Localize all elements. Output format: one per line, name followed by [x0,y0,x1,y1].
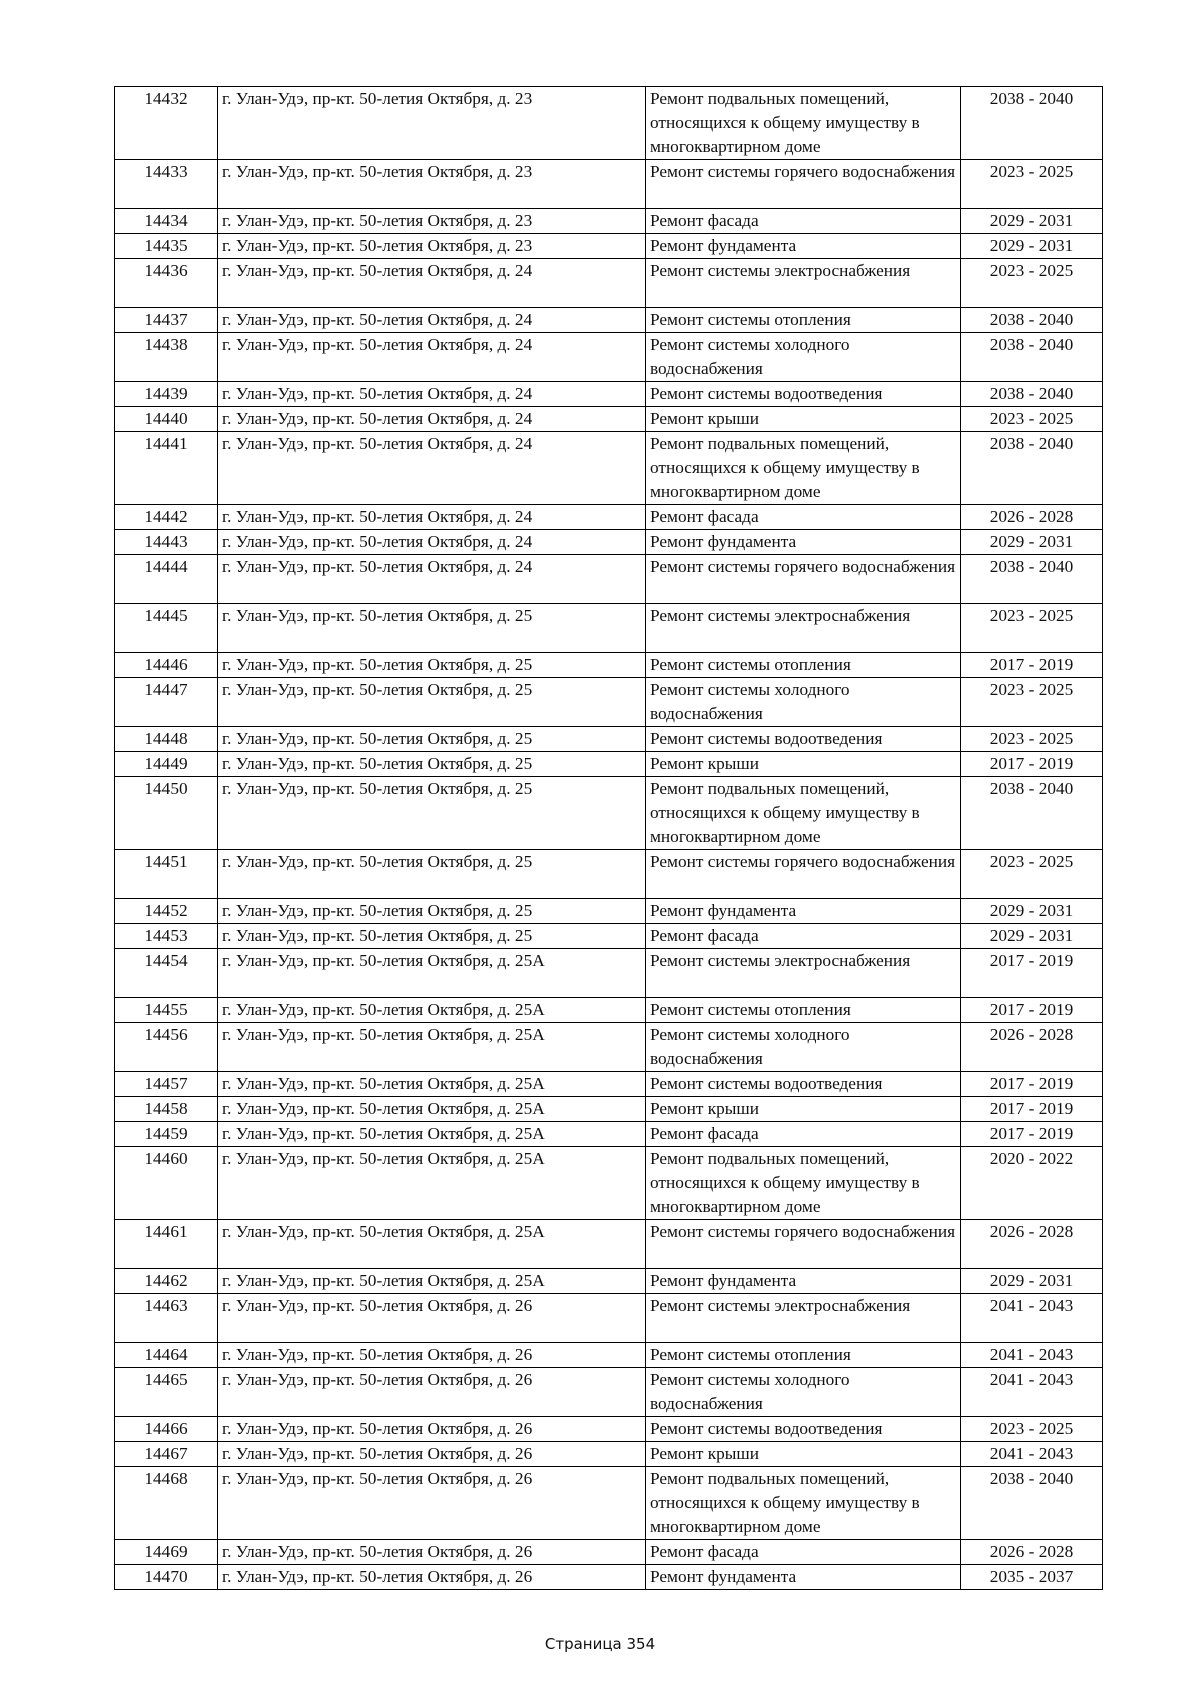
row-number: 14438 [115,333,218,382]
row-number: 14437 [115,308,218,333]
table-row [115,949,1103,998]
table-row [115,160,1103,209]
table-row [115,505,1103,530]
address-cell: г. Улан-Удэ, пр-кт. 50-летия Октября, д. 25 [218,924,646,949]
work-type-cell: Ремонт системы холодного водоснабжения [646,1368,961,1417]
address-cell: г. Улан-Удэ, пр-кт. 50-летия Октября, д. 25А [218,1147,646,1220]
row-number: 14455 [115,998,218,1023]
work-type-cell: Ремонт крыши [646,752,961,777]
row-number: 14440 [115,407,218,432]
row-number: 14458 [115,1097,218,1122]
work-type-cell: Ремонт системы горячего водоснабжения [646,160,961,209]
row-number: 14461 [115,1220,218,1269]
period-cell: 2029 - 2031 [961,1269,1103,1294]
work-type-cell: Ремонт крыши [646,1442,961,1467]
row-number: 14435 [115,234,218,259]
row-number: 14443 [115,530,218,555]
period-cell: 2041 - 2043 [961,1442,1103,1467]
period-cell: 2041 - 2043 [961,1343,1103,1368]
table-row [115,1565,1103,1590]
address-cell: г. Улан-Удэ, пр-кт. 50-летия Октября, д. 24 [218,505,646,530]
work-type-cell: Ремонт фундамента [646,1565,961,1590]
row-number: 14463 [115,1294,218,1343]
row-number: 14467 [115,1442,218,1467]
row-number: 14454 [115,949,218,998]
table-row [115,407,1103,432]
table-row [115,1417,1103,1442]
table-row [115,209,1103,234]
address-cell: г. Улан-Удэ, пр-кт. 50-летия Октября, д. 25А [218,998,646,1023]
work-type-cell: Ремонт фундамента [646,1269,961,1294]
row-number: 14446 [115,653,218,678]
period-cell: 2017 - 2019 [961,949,1103,998]
table-row [115,259,1103,308]
table-row [115,1540,1103,1565]
table-row [115,727,1103,752]
row-number: 14449 [115,752,218,777]
period-cell: 2038 - 2040 [961,87,1103,160]
work-type-cell: Ремонт системы отопления [646,308,961,333]
table-row [115,604,1103,653]
work-type-cell: Ремонт системы холодного водоснабжения [646,678,961,727]
row-number: 14451 [115,850,218,899]
address-cell: г. Улан-Удэ, пр-кт. 50-летия Октября, д. 25А [218,1220,646,1269]
table-row [115,678,1103,727]
period-cell: 2029 - 2031 [961,924,1103,949]
period-cell: 2026 - 2028 [961,1023,1103,1072]
row-number: 14466 [115,1417,218,1442]
table-row [115,998,1103,1023]
period-cell: 2029 - 2031 [961,899,1103,924]
address-cell: г. Улан-Удэ, пр-кт. 50-летия Октября, д. 25А [218,1023,646,1072]
table-row [115,1122,1103,1147]
work-type-cell: Ремонт фасада [646,505,961,530]
address-cell: г. Улан-Удэ, пр-кт. 50-летия Октября, д. 23 [218,87,646,160]
address-cell: г. Улан-Удэ, пр-кт. 50-летия Октября, д. 25 [218,727,646,752]
row-number: 14462 [115,1269,218,1294]
row-number: 14459 [115,1122,218,1147]
table-row [115,333,1103,382]
address-cell: г. Улан-Удэ, пр-кт. 50-летия Октября, д. 26 [218,1343,646,1368]
address-cell: г. Улан-Удэ, пр-кт. 50-летия Октября, д. 26 [218,1467,646,1540]
table-row [115,555,1103,604]
period-cell: 2029 - 2031 [961,209,1103,234]
work-type-cell: Ремонт системы горячего водоснабжения [646,555,961,604]
work-type-cell: Ремонт подвальных помещений, относящихся к общему имуществу в многоквартирном доме [646,1147,961,1220]
address-cell: г. Улан-Удэ, пр-кт. 50-летия Октября, д. 25 [218,777,646,850]
table-row [115,308,1103,333]
period-cell: 2023 - 2025 [961,259,1103,308]
period-cell: 2023 - 2025 [961,604,1103,653]
address-cell: г. Улан-Удэ, пр-кт. 50-летия Октября, д. 23 [218,234,646,259]
address-cell: г. Улан-Удэ, пр-кт. 50-летия Октября, д. 24 [218,432,646,505]
table-row [115,1368,1103,1417]
work-type-cell: Ремонт системы электроснабжения [646,259,961,308]
work-type-cell: Ремонт системы горячего водоснабжения [646,850,961,899]
row-number: 14465 [115,1368,218,1417]
address-cell: г. Улан-Удэ, пр-кт. 50-летия Октября, д. 24 [218,407,646,432]
work-type-cell: Ремонт фасада [646,1540,961,1565]
row-number: 14444 [115,555,218,604]
work-type-cell: Ремонт системы горячего водоснабжения [646,1220,961,1269]
address-cell: г. Улан-Удэ, пр-кт. 50-летия Октября, д. 25 [218,678,646,727]
period-cell: 2020 - 2022 [961,1147,1103,1220]
row-number: 14470 [115,1565,218,1590]
address-cell: г. Улан-Удэ, пр-кт. 50-летия Октября, д. 26 [218,1565,646,1590]
address-cell: г. Улан-Удэ, пр-кт. 50-летия Октября, д. 26 [218,1417,646,1442]
table-row [115,1442,1103,1467]
row-number: 14447 [115,678,218,727]
table-row [115,1294,1103,1343]
table-row [115,1343,1103,1368]
period-cell: 2023 - 2025 [961,407,1103,432]
period-cell: 2029 - 2031 [961,234,1103,259]
table-row [115,653,1103,678]
work-type-cell: Ремонт системы водоотведения [646,382,961,407]
period-cell: 2038 - 2040 [961,432,1103,505]
work-type-cell: Ремонт системы водоотведения [646,1417,961,1442]
table-row [115,924,1103,949]
work-type-cell: Ремонт фасада [646,209,961,234]
period-cell: 2023 - 2025 [961,678,1103,727]
row-number: 14468 [115,1467,218,1540]
row-number: 14450 [115,777,218,850]
work-type-cell: Ремонт системы отопления [646,653,961,678]
work-type-cell: Ремонт фасада [646,1122,961,1147]
row-number: 14432 [115,87,218,160]
row-number: 14448 [115,727,218,752]
work-type-cell: Ремонт подвальных помещений, относящихся к общему имуществу в многоквартирном доме [646,777,961,850]
row-number: 14453 [115,924,218,949]
row-number: 14457 [115,1072,218,1097]
address-cell: г. Улан-Удэ, пр-кт. 50-летия Октября, д. 25А [218,1122,646,1147]
address-cell: г. Улан-Удэ, пр-кт. 50-летия Октября, д. 25 [218,899,646,924]
address-cell: г. Улан-Удэ, пр-кт. 50-летия Октября, д. 23 [218,160,646,209]
row-number: 14442 [115,505,218,530]
table-row [115,1220,1103,1269]
table-row [115,530,1103,555]
row-number: 14456 [115,1023,218,1072]
period-cell: 2041 - 2043 [961,1368,1103,1417]
table-row [115,899,1103,924]
row-number: 14464 [115,1343,218,1368]
table-row [115,1467,1103,1540]
row-number: 14436 [115,259,218,308]
work-type-cell: Ремонт системы электроснабжения [646,1294,961,1343]
address-cell: г. Улан-Удэ, пр-кт. 50-летия Октября, д. 25А [218,1072,646,1097]
row-number: 14441 [115,432,218,505]
table-body [115,87,1103,1590]
period-cell: 2023 - 2025 [961,1417,1103,1442]
period-cell: 2017 - 2019 [961,653,1103,678]
address-cell: г. Улан-Удэ, пр-кт. 50-летия Октября, д. 24 [218,530,646,555]
period-cell: 2038 - 2040 [961,1467,1103,1540]
row-number: 14460 [115,1147,218,1220]
table-row [115,850,1103,899]
table-row [115,87,1103,160]
address-cell: г. Улан-Удэ, пр-кт. 50-летия Октября, д. 26 [218,1540,646,1565]
work-type-cell: Ремонт фундамента [646,234,961,259]
table-row [115,1147,1103,1220]
table-row [115,432,1103,505]
work-type-cell: Ремонт системы электроснабжения [646,949,961,998]
table-row [115,777,1103,850]
period-cell: 2038 - 2040 [961,333,1103,382]
work-type-cell: Ремонт системы водоотведения [646,1072,961,1097]
period-cell: 2017 - 2019 [961,752,1103,777]
address-cell: г. Улан-Удэ, пр-кт. 50-летия Октября, д. 24 [218,259,646,308]
address-cell: г. Улан-Удэ, пр-кт. 50-летия Октября, д. 25 [218,752,646,777]
work-type-cell: Ремонт крыши [646,407,961,432]
period-cell: 2026 - 2028 [961,1220,1103,1269]
period-cell: 2038 - 2040 [961,382,1103,407]
work-type-cell: Ремонт фасада [646,924,961,949]
period-cell: 2038 - 2040 [961,777,1103,850]
address-cell: г. Улан-Удэ, пр-кт. 50-летия Октября, д. 26 [218,1442,646,1467]
address-cell: г. Улан-Удэ, пр-кт. 50-летия Октября, д. 23 [218,209,646,234]
address-cell: г. Улан-Удэ, пр-кт. 50-летия Октября, д. 24 [218,382,646,407]
table-row [115,1023,1103,1072]
table-row [115,1097,1103,1122]
table-row [115,752,1103,777]
period-cell: 2017 - 2019 [961,1072,1103,1097]
address-cell: г. Улан-Удэ, пр-кт. 50-летия Октября, д. 25 [218,653,646,678]
period-cell: 2023 - 2025 [961,850,1103,899]
row-number: 14439 [115,382,218,407]
period-cell: 2038 - 2040 [961,308,1103,333]
address-cell: г. Улан-Удэ, пр-кт. 50-летия Октября, д. 25А [218,949,646,998]
row-number: 14434 [115,209,218,234]
period-cell: 2017 - 2019 [961,1122,1103,1147]
work-type-cell: Ремонт системы отопления [646,998,961,1023]
work-type-cell: Ремонт подвальных помещений, относящихся к общему имуществу в многоквартирном доме [646,87,961,160]
period-cell: 2023 - 2025 [961,727,1103,752]
row-number: 14469 [115,1540,218,1565]
table-row [115,1072,1103,1097]
row-number: 14433 [115,160,218,209]
work-type-cell: Ремонт фундамента [646,530,961,555]
work-type-cell: Ремонт фундамента [646,899,961,924]
address-cell: г. Улан-Удэ, пр-кт. 50-летия Октября, д. 24 [218,308,646,333]
period-cell: 2029 - 2031 [961,530,1103,555]
period-cell: 2026 - 2028 [961,505,1103,530]
period-cell: 2017 - 2019 [961,1097,1103,1122]
address-cell: г. Улан-Удэ, пр-кт. 50-летия Октября, д. 26 [218,1368,646,1417]
page-number: Страница 354 [544,1635,656,1653]
work-type-cell: Ремонт системы отопления [646,1343,961,1368]
period-cell: 2041 - 2043 [961,1294,1103,1343]
address-cell: г. Улан-Удэ, пр-кт. 50-летия Октября, д. 25А [218,1097,646,1122]
address-cell: г. Улан-Удэ, пр-кт. 50-летия Октября, д. 25А [218,1269,646,1294]
table-row [115,234,1103,259]
work-type-cell: Ремонт системы холодного водоснабжения [646,333,961,382]
row-number: 14445 [115,604,218,653]
period-cell: 2023 - 2025 [961,160,1103,209]
row-number: 14452 [115,899,218,924]
address-cell: г. Улан-Удэ, пр-кт. 50-летия Октября, д. 25 [218,850,646,899]
work-type-cell: Ремонт системы водоотведения [646,727,961,752]
work-type-cell: Ремонт подвальных помещений, относящихся к общему имуществу в многоквартирном доме [646,1467,961,1540]
period-cell: 2026 - 2028 [961,1540,1103,1565]
table-row [115,1269,1103,1294]
period-cell: 2038 - 2040 [961,555,1103,604]
work-type-cell: Ремонт системы электроснабжения [646,604,961,653]
period-cell: 2035 - 2037 [961,1565,1103,1590]
address-cell: г. Улан-Удэ, пр-кт. 50-летия Октября, д. 24 [218,555,646,604]
address-cell: г. Улан-Удэ, пр-кт. 50-летия Октября, д. 25 [218,604,646,653]
work-type-cell: Ремонт подвальных помещений, относящихся к общему имуществу в многоквартирном доме [646,432,961,505]
work-type-cell: Ремонт крыши [646,1097,961,1122]
repair-schedule-table [114,86,1103,1590]
table-row [115,382,1103,407]
address-cell: г. Улан-Удэ, пр-кт. 50-летия Октября, д. 24 [218,333,646,382]
address-cell: г. Улан-Удэ, пр-кт. 50-летия Октября, д. 26 [218,1294,646,1343]
work-type-cell: Ремонт системы холодного водоснабжения [646,1023,961,1072]
period-cell: 2017 - 2019 [961,998,1103,1023]
